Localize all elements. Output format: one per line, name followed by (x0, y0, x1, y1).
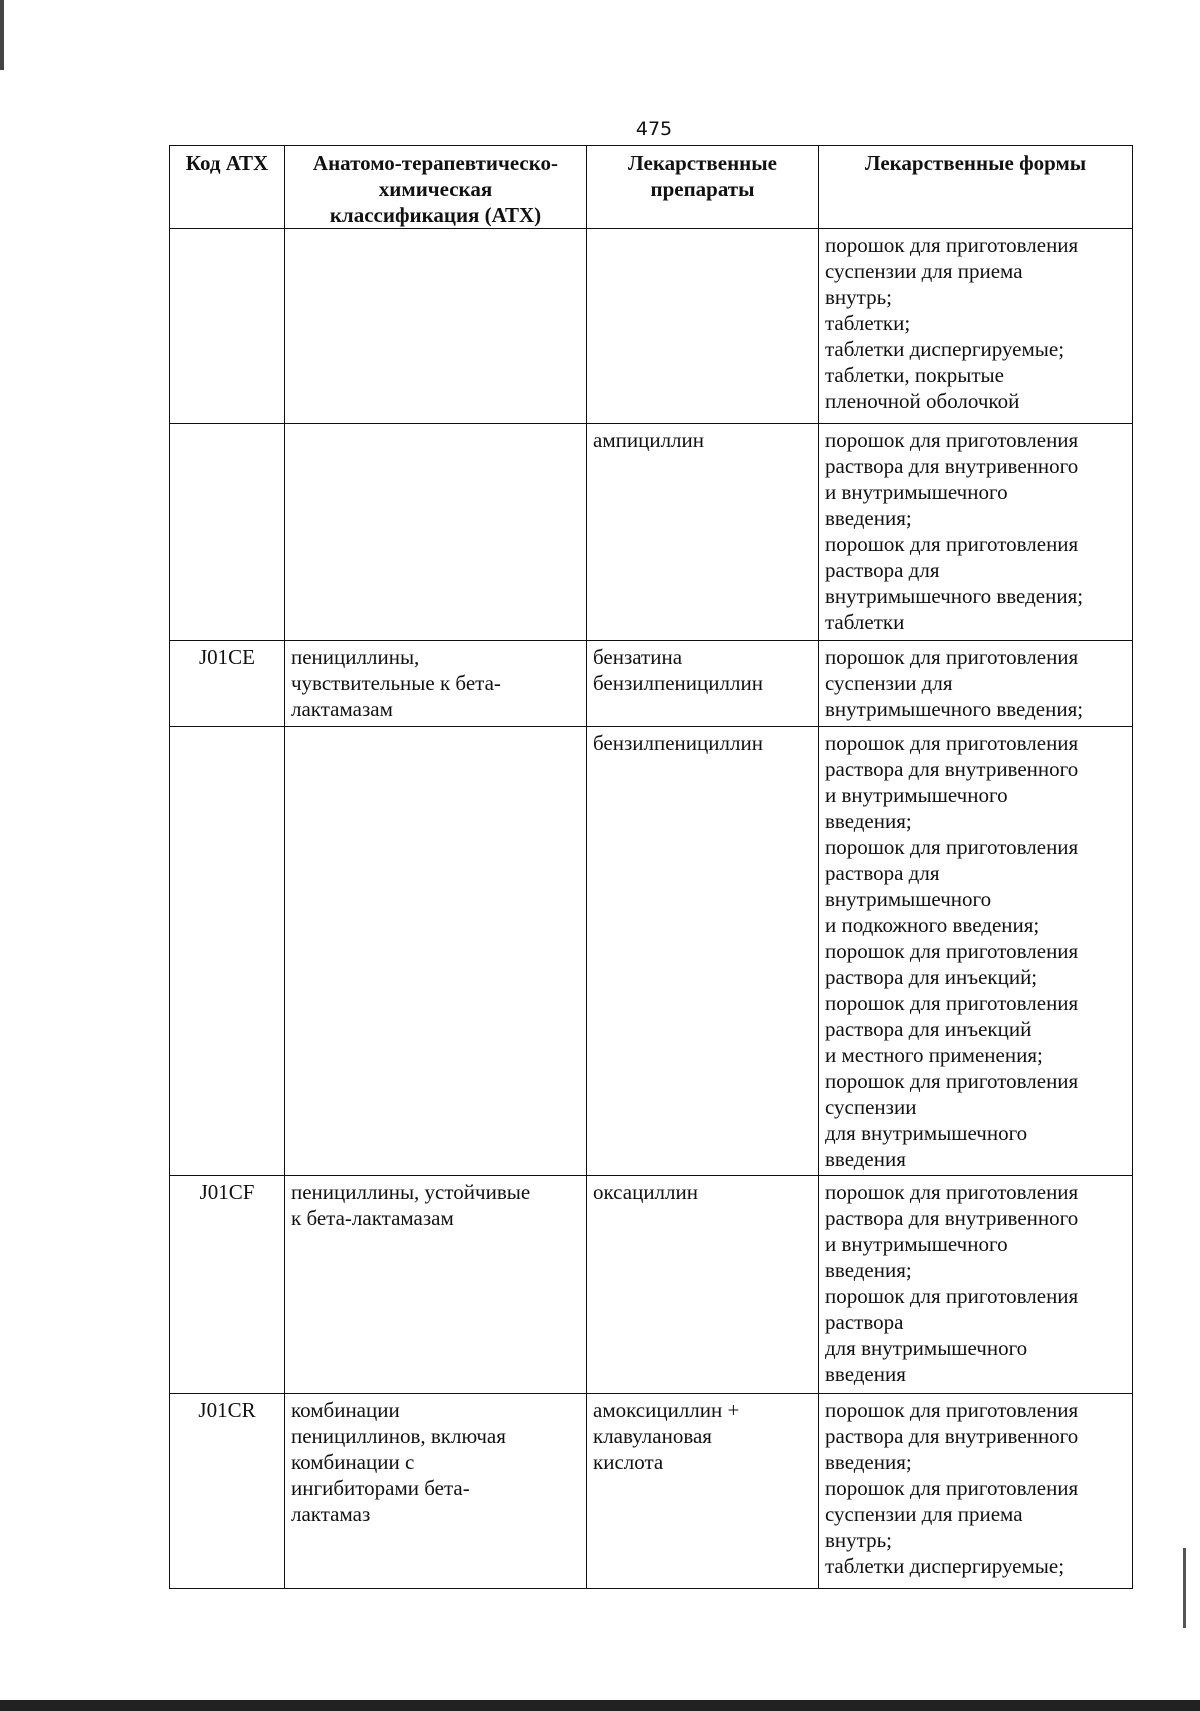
atx-code-cell (170, 727, 285, 1176)
dosage-forms-cell: порошок для приготовления суспензии для приема внутрь; таблетки; таблетки диспергируемые; таблетки, покрытые пленочной оболочкой (819, 229, 1133, 424)
drug-cell: амоксициллин + клавулановая кислота (587, 1394, 819, 1589)
dosage-forms-cell: порошок для приготовления раствора для внутривенного и внутримышечного введения; порошок для приготовления раствора для внутримышечного введения; таблетки (819, 424, 1133, 641)
atx-code-cell (170, 424, 285, 641)
atx-code-cell (170, 229, 285, 424)
dosage-forms-cell: порошок для приготовления раствора для внутривенного и внутримышечного введения; порошок для приготовления раствора для внутримышечного и подкожного введения; порошок для приготовления раствора для инъекций; порошок для приготовления раствора для инъекций и местного применения; порошок для приготовления суспензии для внутримышечного введения (819, 727, 1133, 1176)
classification-cell: пенициллины, чувствительные к бета- лактамазам (285, 641, 587, 727)
scan-edge-right (1183, 1548, 1186, 1628)
classification-cell (285, 424, 587, 641)
scan-bottom-bar (0, 1700, 1200, 1711)
drug-cell: бензатина бензилпенициллин (587, 641, 819, 727)
header-forms: Лекарственные формы (819, 146, 1133, 229)
atx-code-cell: J01CF (170, 1176, 285, 1394)
table-row (170, 727, 1133, 1176)
drug-cell: бензилпенициллин (587, 727, 819, 1176)
header-code: Код АТХ (170, 146, 285, 229)
atx-table (169, 145, 1133, 1589)
table-row (170, 1394, 1133, 1589)
page-number: 475 (635, 118, 673, 140)
table-row (170, 229, 1133, 424)
classification-cell (285, 229, 587, 424)
drug-cell: ампициллин (587, 424, 819, 641)
header-drugs: Лекарственные препараты (587, 146, 819, 229)
dosage-forms-cell: порошок для приготовления раствора для внутривенного и внутримышечного введения; порошок для приготовления раствора для внутримышечного введения (819, 1176, 1133, 1394)
classification-cell (285, 727, 587, 1176)
dosage-forms-cell: порошок для приготовления суспензии для внутримышечного введения; (819, 641, 1133, 727)
dosage-forms-cell: порошок для приготовления раствора для внутривенного введения; порошок для приготовления суспензии для приема внутрь; таблетки диспергируемые; (819, 1394, 1133, 1589)
atx-code-cell: J01CR (170, 1394, 285, 1589)
drug-cell: оксациллин (587, 1176, 819, 1394)
table-row (170, 1176, 1133, 1394)
classification-cell: пенициллины, устойчивые к бета-лактамазам (285, 1176, 587, 1394)
table-row (170, 424, 1133, 641)
table-row (170, 641, 1133, 727)
header-classification: Анатомо-терапевтическо- химическая классификация (АТХ) (285, 146, 587, 229)
classification-cell: комбинации пенициллинов, включая комбинации с ингибиторами бета- лактамаз (285, 1394, 587, 1589)
drug-cell (587, 229, 819, 424)
table-header-row (170, 146, 1133, 229)
atx-code-cell: J01CE (170, 641, 285, 727)
scan-edge-left (0, 0, 4, 70)
